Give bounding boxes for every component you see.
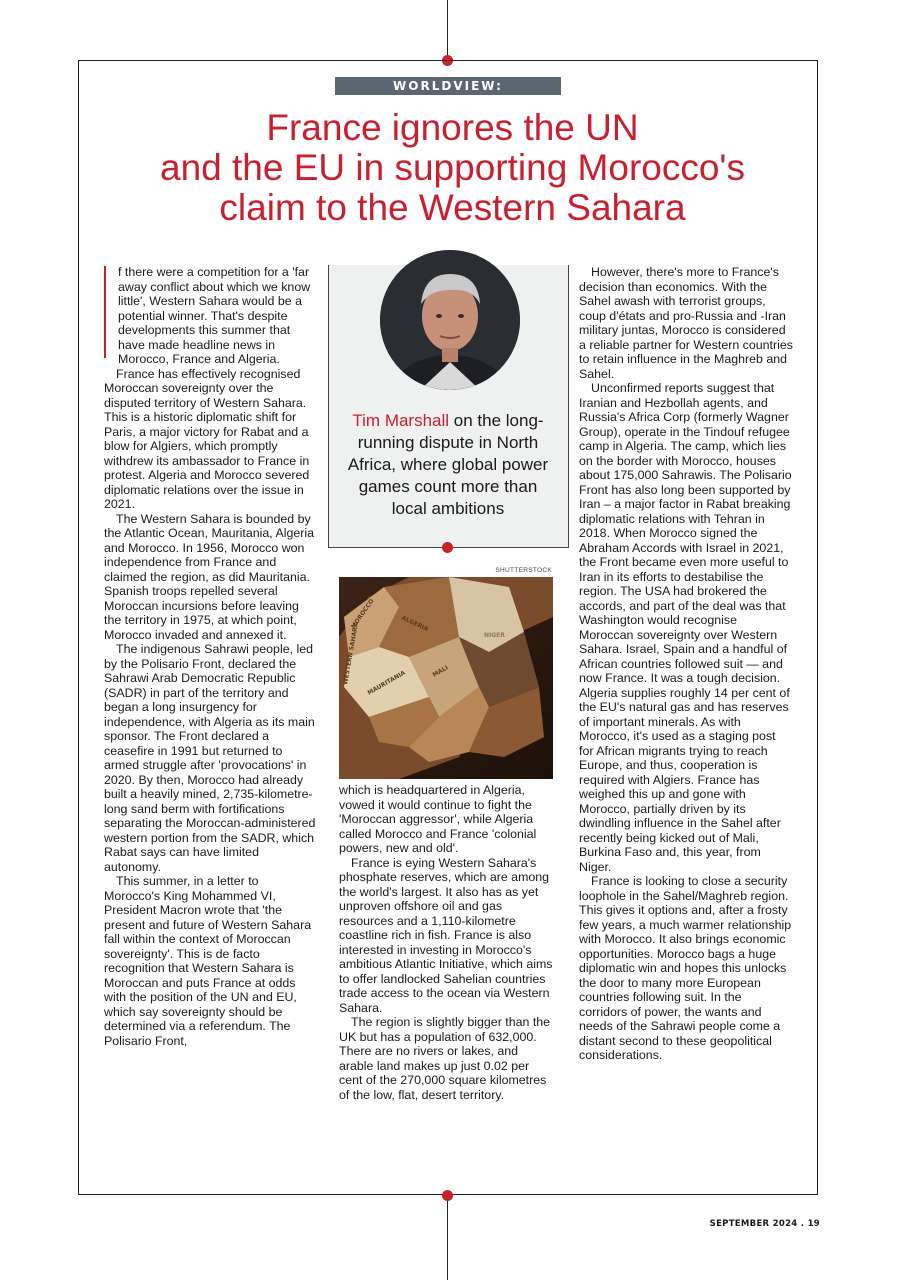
map-label: MALI	[431, 664, 450, 679]
paragraph: f there were a competition for a 'far away conflict about which we know little', Western Sahara would be a potential winner. That's despite developments this summer that have made headline news in Morocco, France and Algeria.	[118, 265, 311, 366]
headline-line-3: claim to the Western Sahara	[219, 187, 686, 228]
paragraph: However, there's more to France's decision than economics. With the Sahel awash with terrorist groups, coup d'états and pro-Russia and -Iran military juntas, Morocco is considered a reliable partner for Western countries to retain influence in the Maghreb and Sahel.	[579, 265, 793, 381]
body-column-2	[339, 783, 553, 1173]
paragraph: The Western Sahara is bounded by the Atlantic Ocean, Mauritania, Algeria and Morocco. In 1956, Morocco won independence from France and claimed the region, as did Mauritania. Spanish troops repelled several Moroccan incursions before leaving the territory in 1975, at which point, Morocco invaded and annexed it.	[104, 511, 315, 642]
body-column-1	[104, 265, 318, 1170]
author-name: Tim Marshall	[352, 411, 450, 430]
page-folio: SEPTEMBER 2024 . 19	[709, 1219, 820, 1229]
paragraph: The region is slightly bigger than the UK but has a population of 632,000. There are no rivers or lakes, and arable land makes up just 0.02 per cent of the 270,000 square kilometres of the low, flat, desert territory.	[339, 1015, 551, 1102]
map-label: WESTERN SAHARA	[342, 622, 360, 686]
headline-line-1: France ignores the UN	[266, 107, 639, 148]
map-label: NIGER	[484, 632, 505, 639]
standfirst-box-dot	[442, 542, 453, 553]
paragraph: France has effectively recognised Moroccan sovereignty over the disputed territory of Western Sahara. This is a historic diplomatic shift for Paris, a major victory for Rabat and a blow for Algiers, which promptly withdrew its ambassador to France in protest. Algeria and Morocco severed diplomatic relations over the issue in 2021.	[104, 366, 310, 511]
paragraph: France is looking to close a security loophole in the Sahel/Maghreb region. This gives it options and, after a frosty few years, a much warmer relationship with Morocco. It also brings economic opportunities. Morocco bags a huge diplomatic win and hopes this unlocks the door to many more European countries following suit. In the corridors of power, the wants and needs of the Sahrawi people come a distant second to these geopolitical considerations.	[579, 874, 792, 1062]
author-portrait	[380, 250, 520, 390]
paragraph: which is headquartered in Algeria, vowed it would continue to fight the 'Moroccan aggressor', while Algeria called Morocco and France 'colonial powers, new and old'.	[339, 783, 537, 855]
top-rule	[447, 0, 448, 60]
paragraph: This summer, in a letter to Morocco's King Mohammed VI, President Macron wrote that 'the present and future of Western Sahara fall within the context of Moroccan sovereignty'. This is de facto recognition that Western Sahara is Moroccan and puts France at odds with the position of the UN and EU, which say sovereignty should be determined via a referendum. The Polisario Front,	[104, 874, 312, 1048]
image-credit: SHUTTERSTOCK	[495, 567, 552, 574]
wooden-map-image	[339, 577, 553, 779]
section-kicker: WORLDVIEW: GEOPOLITICS	[335, 77, 561, 95]
paragraph: Unconfirmed reports suggest that Iranian and Hezbollah agents, and Russia's Africa Corp (formerly Wagner Group), operate in the Tindouf refugee camp in Algeria. The camp, which lies on the border with Morocco, houses about 175,000 Sahrawis. The Polisario Front has also long been supported by Iran – a major factor in Rabat breaking diplomatic relations with Tehran in 2018. When Morocco signed the Abraham Accords with Israel in 2021, the Front became even more useful to Iran in its efforts to destabilise the region. The USA had brokered the accords, and part of the deal was that Washington would recognise Moroccan sovereignty over Western Sahara. Israel, Spain and a handful of African countries followed suit — and now France. It was a tough decision. Algeria supplies roughly 14 per cent of the EU's natural gas and has reserves of important minerals. As with Morocco, it's used as a staging post for African migrants trying to reach Europe, and thus, cooperation is required with Algiers. France has weighed this up and gone with Morocco, partially driven by its dwindling influence in the Sahel after recently being kicked out of Mali, Burkina Faso and, this year, from Niger.	[579, 381, 792, 874]
bottom-rule	[447, 1196, 448, 1280]
paragraph: The indigenous Sahrawi people, led by the Polisario Front, declared the Sahrawi Arab Democratic Republic (SADR) in part of the territory and began a long insurgency for independence, with Algeria as its main sponsor. The Front declared a ceasefire in 1991 but returned to armed struggle after 'provocations' in 2020. By then, Morocco had already built a heavily mined, 2,735-kilometre-long sand berm with fortifications separating the Moroccan-administered western portion from the SADR, which Rabat says can have limited autonomy.	[104, 642, 316, 874]
standfirst-text: on the long-running dispute in North Africa, where global power games count more than local ambitions	[347, 411, 549, 518]
paragraph: France is eying Western Sahara's phosphate reserves, which are among the world's largest. It also has as yet unproven offshore oil and gas resources and a 1,110-kilometre coastline rich in fish. France is also interested in investing in Morocco's ambitious Atlantic Initiative, which aims to offer landlocked Sahelian countries trade access to the ocean via Western Sahara.	[339, 855, 553, 1015]
map-label: MOROCCO	[349, 597, 376, 631]
standfirst-caption	[340, 410, 556, 520]
headline	[100, 108, 805, 228]
map-label: MAURITANIA	[366, 669, 407, 697]
headline-line-2: and the EU in supporting Morocco's	[160, 147, 745, 188]
map-label: ALGERIA	[400, 614, 430, 634]
bottom-rule-dot	[442, 1190, 453, 1201]
body-column-3	[579, 265, 793, 1170]
